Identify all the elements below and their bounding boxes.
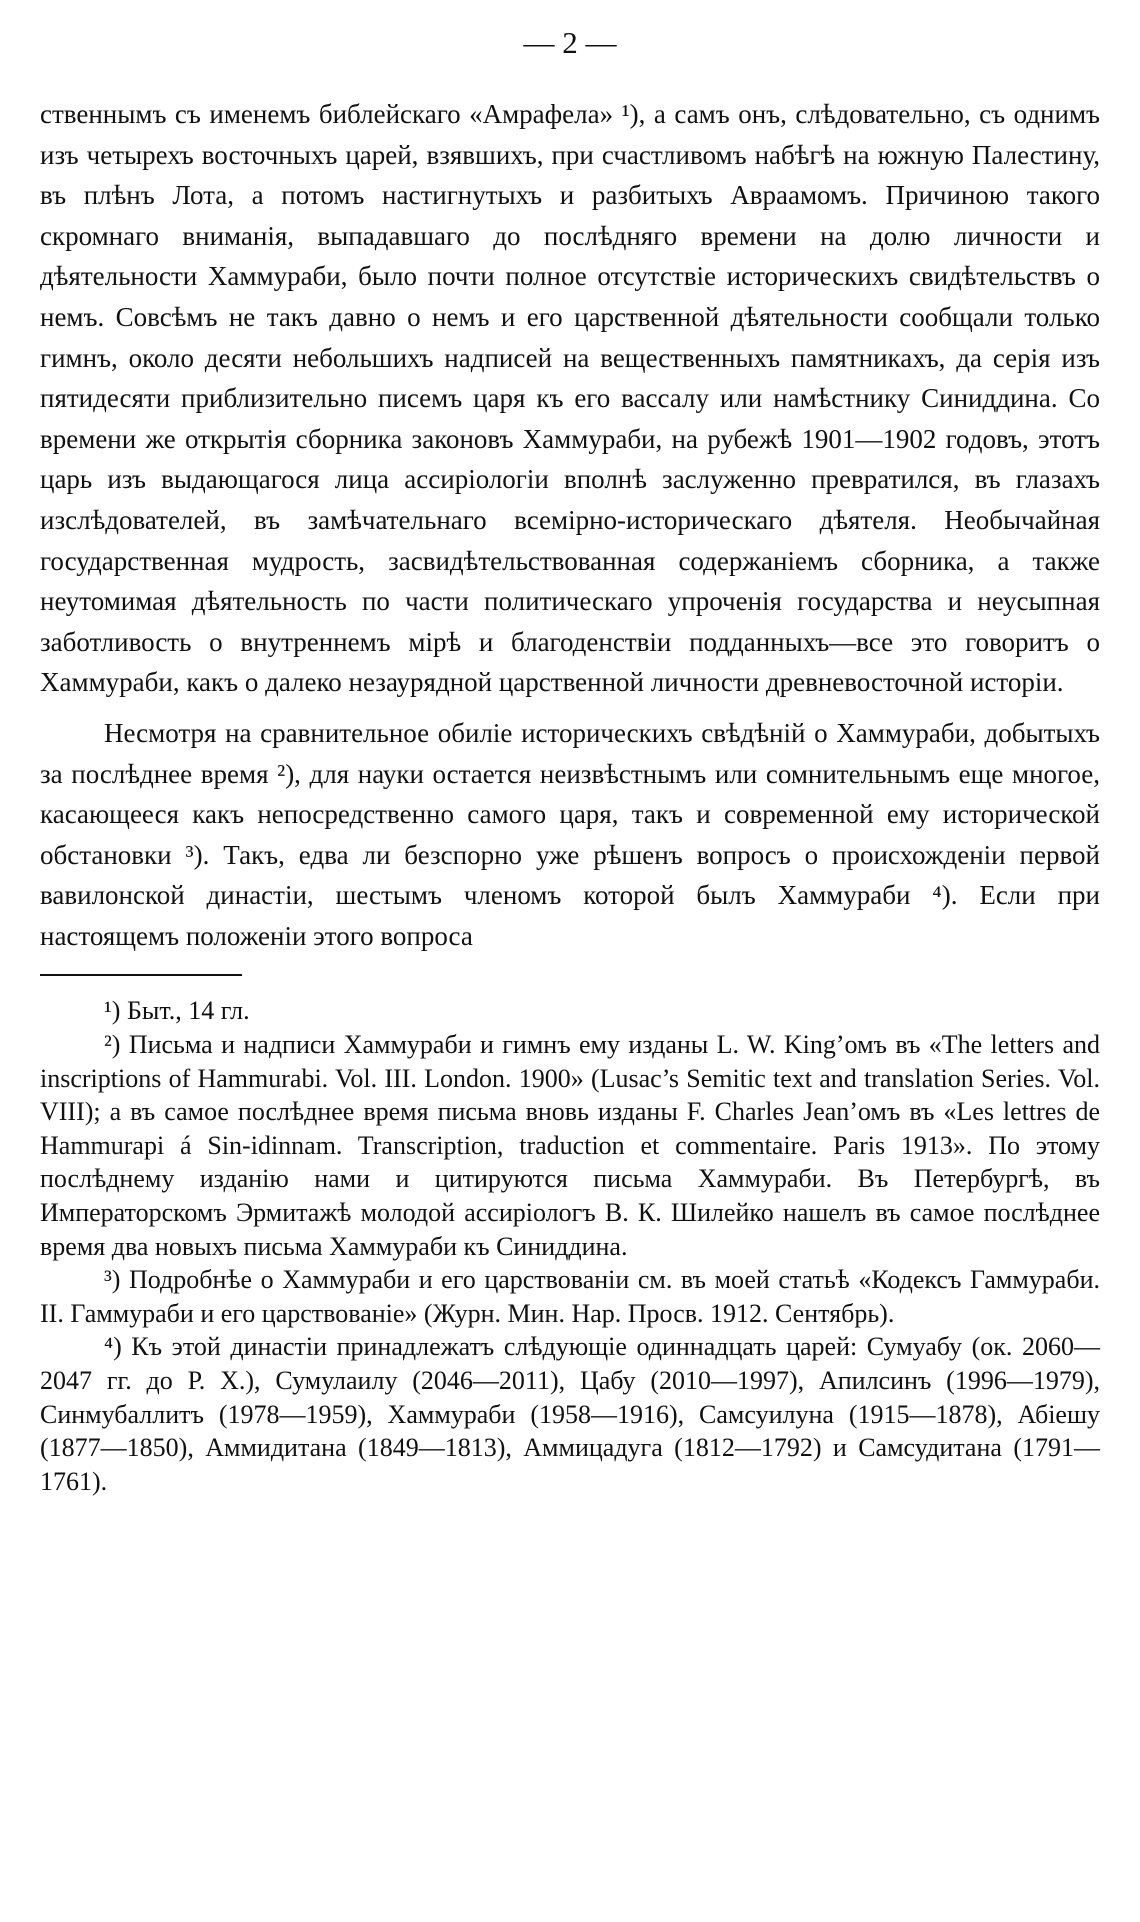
document-page — [40, 20, 1100, 1498]
paragraph: Несмотря на сравнительное обиліе историческихъ свѣдѣній о Хаммураби, добытыхъ за послѣднее время ²), для науки остается неизвѣстнымъ или сомнительнымъ еще многое, касающееся какъ непосредственно самого царя, такъ и современной ему исторической обстановки ³). Такъ, едва ли безспорно уже рѣшенъ вопросъ о происхожденіи первой вавилонской династіи, шестымъ членомъ которой былъ Хаммураби ⁴). Если при настоящемъ положеніи этого вопроса — [40, 717, 1100, 951]
footnotes — [40, 994, 1100, 1498]
main-text — [40, 94, 1100, 956]
footnote-divider — [40, 974, 242, 976]
footnote: ³) Подробнѣе о Хаммураби и его царствованіи см. въ моей статьѣ «Кодексъ Гаммураби. II. Гаммураби и его царствованіе» (Журн. Мин. Нар. Просв. 1912. Сентябрь). — [40, 1265, 1100, 1328]
footnote: ²) Письма и надписи Хаммураби и гимнъ ему изданы L. W. King’омъ въ «The letters and inscriptions of Hammurabi. Vol. III. London. 1900» (Lusac’s Semitic text and translation Series. Vol. VIII); а въ самое послѣднее время письма вновь изданы F. Charles Jean’омъ въ «Les lettres de Hammurapi á Sin-idinnam. Transcription, traduction et commentaire. Paris 1913». По этому послѣднему изданію нами и цитируются письма Хаммураби. Въ Петербургѣ, въ Императорскомъ Эрмитажѣ молодой ассиріологъ В. К. Шилейко нашелъ въ самое послѣднее время два новыхъ письма Хаммураби къ Синиддина. — [40, 1030, 1100, 1261]
page-number: — 2 — — [523, 25, 617, 60]
paragraph: ственнымъ съ именемъ библейскаго «Амрафела» ¹), а самъ онъ, слѣдовательно, съ однимъ изъ четырехъ восточныхъ царей, взявшихъ, при счастливомъ набѣгѣ на южную Палестину, въ плѣнъ Лота, а потомъ настигнутыхъ и разбитыхъ Авраамомъ. Причиною такого скромнаго вниманія, выпадавшаго до послѣдняго времени на долю личности и дѣятельности Хаммураби, было почти полное отсутствіе историческихъ свидѣтельствъ о немъ. Совсѣмъ не такъ давно о немъ и его царственной дѣятельности сообщали только гимнъ, около десяти небольшихъ надписей на вещественныхъ памятникахъ, да серія изъ пятидесяти приблизительно писемъ царя къ его вассалу или намѣстнику Синиддина. Со времени же открытія сборника законовъ Хаммураби, на рубежѣ 1901—1902 годовъ, этотъ царь изъ выдающагося лица ассиріологіи вполнѣ заслуженно превратился, въ глазахъ изслѣдователей, въ замѣчательнаго всемірно-историческаго дѣятеля. Необычайная государственная мудрость, засвидѣтельствованная содержаніемъ сборника, а также неутомимая дѣятельность по части политическаго упроченія государства и неусыпная заботливость о внутреннемъ мірѣ и благоденствіи подданныхъ—все это говоритъ о Хаммураби, какъ о далеко незаурядной царственной личности древневосточной исторіи. — [40, 99, 1100, 698]
footnote: ⁴) Къ этой династіи принадлежатъ слѣдующіе одиннадцать царей: Сумуабу (ок. 2060—2047 гг. до Р. Х.), Сумулаилу (2046—2011), Цабу (2010—1997), Апилсинъ (1996—1979), Синмубаллитъ (1978—1959), Хаммураби (1958—1916), Самсуилуна (1915—1878), Абіешу (1877—1850), Аммидитана (1849—1813), Аммицадуга (1812—1792) и Самсудитана (1791—1761). — [40, 1332, 1100, 1496]
footnote: ¹) Быт., 14 гл. — [104, 996, 250, 1026]
